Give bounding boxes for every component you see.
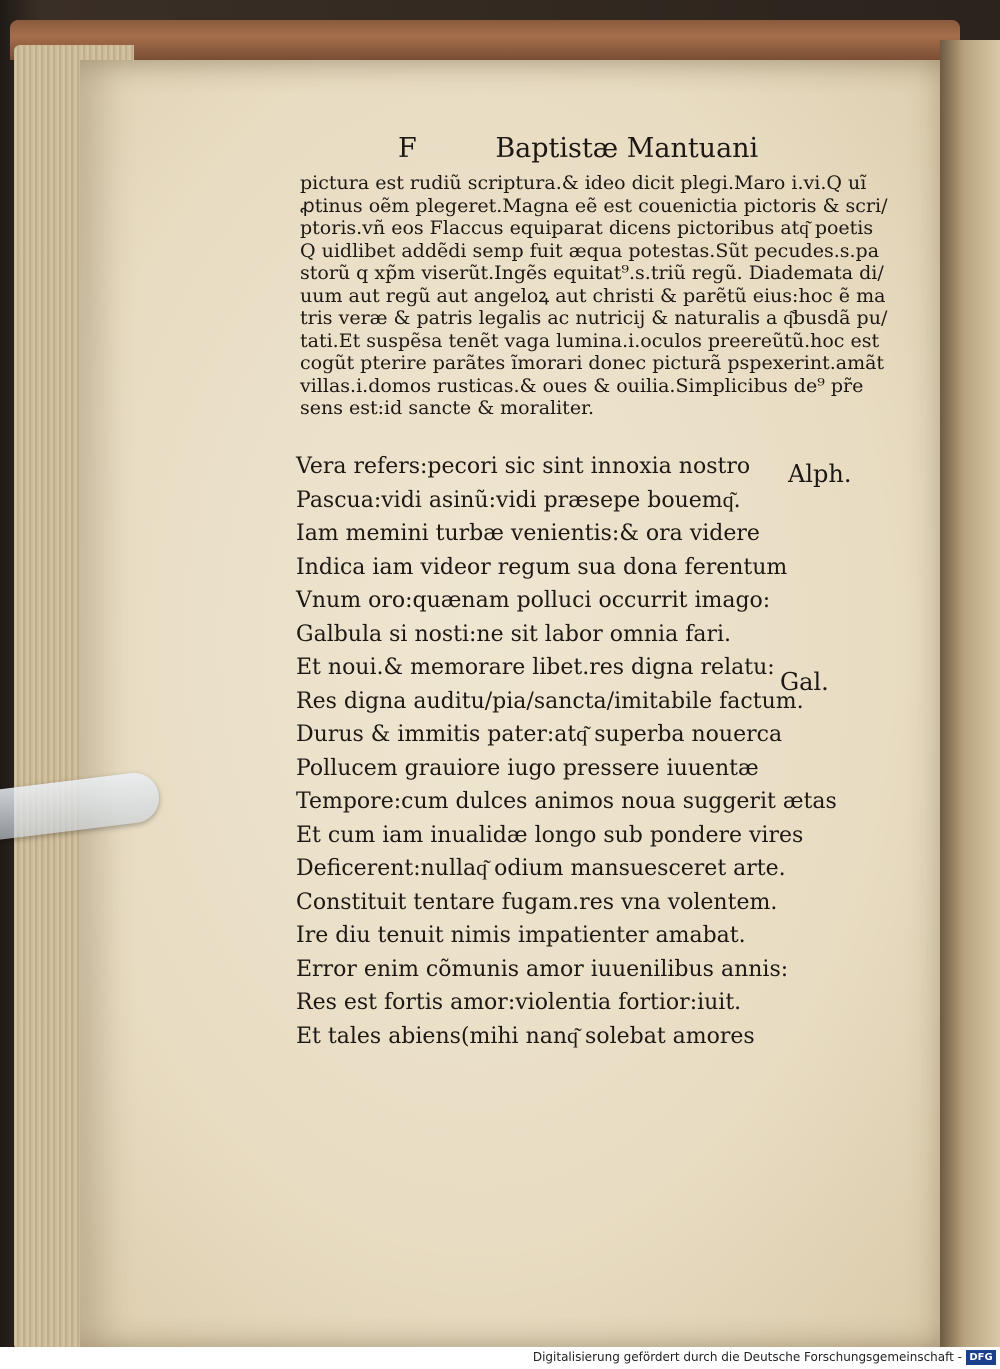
verse-line: Et tales abiens(mihi nanq͂ solebat amores [296, 1023, 755, 1049]
dfg-logo-icon: DFG [966, 1350, 996, 1365]
verse-line: Et noui.& memorare libet.res digna relatu: [296, 655, 775, 680]
commentary-line: villas.i.domos rusticas.& oues & ouilia.Simplicibus de⁹ pr̃e [300, 374, 864, 397]
footer-bar [0, 1347, 1000, 1369]
verse-line: Tempore:cum dulces animos noua suggerit ætas [296, 789, 837, 814]
commentary-line: sens est:id sancte & moraliter. [300, 397, 595, 419]
commentary-line: ꝓtinus oẽm plegeret.Magna eẽ est couenictia pictoris & scri/ [300, 194, 888, 217]
verse-block [296, 450, 837, 1053]
verse-line: Deficerent:nullaq͂ odium mansuesceret arte. [296, 856, 786, 881]
funding-credit: Digitalisierung gefördert durch die Deutsche Forschungsgemeinschaft - [532, 1350, 962, 1364]
running-head [398, 133, 758, 164]
commentary-block [300, 172, 887, 420]
speaker-label-alph: Alph. [788, 460, 852, 488]
commentary-line: storũ q xp̃m viserũt.Ingẽs equitat⁹.s.triũ regũ. Diademata di/ [300, 262, 884, 284]
commentary-line: cogũt pterire parãtes ĩmorari donec picturã pspexerint.amãt [300, 352, 885, 374]
running-title: Baptistæ Mantuani [495, 133, 759, 164]
verse-line: Et cum iam inualidæ longo sub pondere vires [296, 822, 804, 848]
book-binding [10, 20, 960, 60]
verse-line: Vera refers:pecori sic sint innoxia nostro [296, 454, 751, 479]
verse-line: Ire diu tenuit nimis impatienter amabat. [296, 923, 746, 948]
commentary-line: tati.Et suspẽsa tenẽt vaga lumina.i.oculos preereũtũ.hoc est [300, 329, 880, 352]
verse-line: Galbula si nosti:ne sit labor omnia fari. [296, 621, 731, 647]
signature-mark: F [398, 133, 417, 164]
commentary-line: ptoris.vñ eos Flaccus equiparat dicens pictoribus atq͂ poetis [300, 217, 874, 239]
speaker-label-gal: Gal. [780, 668, 829, 696]
verse-line: Res est fortis amor:violentia fortior:iuit. [296, 990, 742, 1015]
facing-page-gutter [940, 40, 1000, 1360]
verse-line: Iam memini turbæ venientis:& ora videre [296, 521, 760, 546]
commentary-line: Q uidlibet addẽdi semp fuit æqua potestas.Sũt pecudes.s.pa [300, 239, 880, 262]
verse-line: Res digna auditu/pia/sancta/imitabile factum. [296, 688, 804, 714]
verse-line: Constituit tentare fugam.res vna volentem. [296, 889, 778, 915]
verse-line: Pascua:vidi asinũ:vidi præsepe bouemq͂. [296, 487, 741, 513]
verse-line: Durus & immitis pater:atq͂ superba nouerca [296, 722, 783, 747]
verse-line: Pollucem grauiore iugo pressere iuuentæ [296, 755, 759, 781]
commentary-line: uum aut regũ aut angeloꝝ aut christi & parẽtũ eius:hoc ẽ ma [300, 284, 886, 307]
verse-line: Error enim cõmunis amor iuuenilibus annis: [296, 956, 789, 982]
commentary-line: tris veræ & patris legalis ac nutricij & naturalis a q͂busdã pu/ [300, 307, 888, 329]
verse-line: Vnum oro:quænam polluci occurrit imago: [296, 588, 771, 613]
commentary-line: pictura est rudiũ scriptura.& ideo dicit plegi.Maro i.vi.Q uĩ [300, 172, 867, 194]
verse-line: Indica iam videor regum sua dona ferentum [296, 554, 788, 580]
